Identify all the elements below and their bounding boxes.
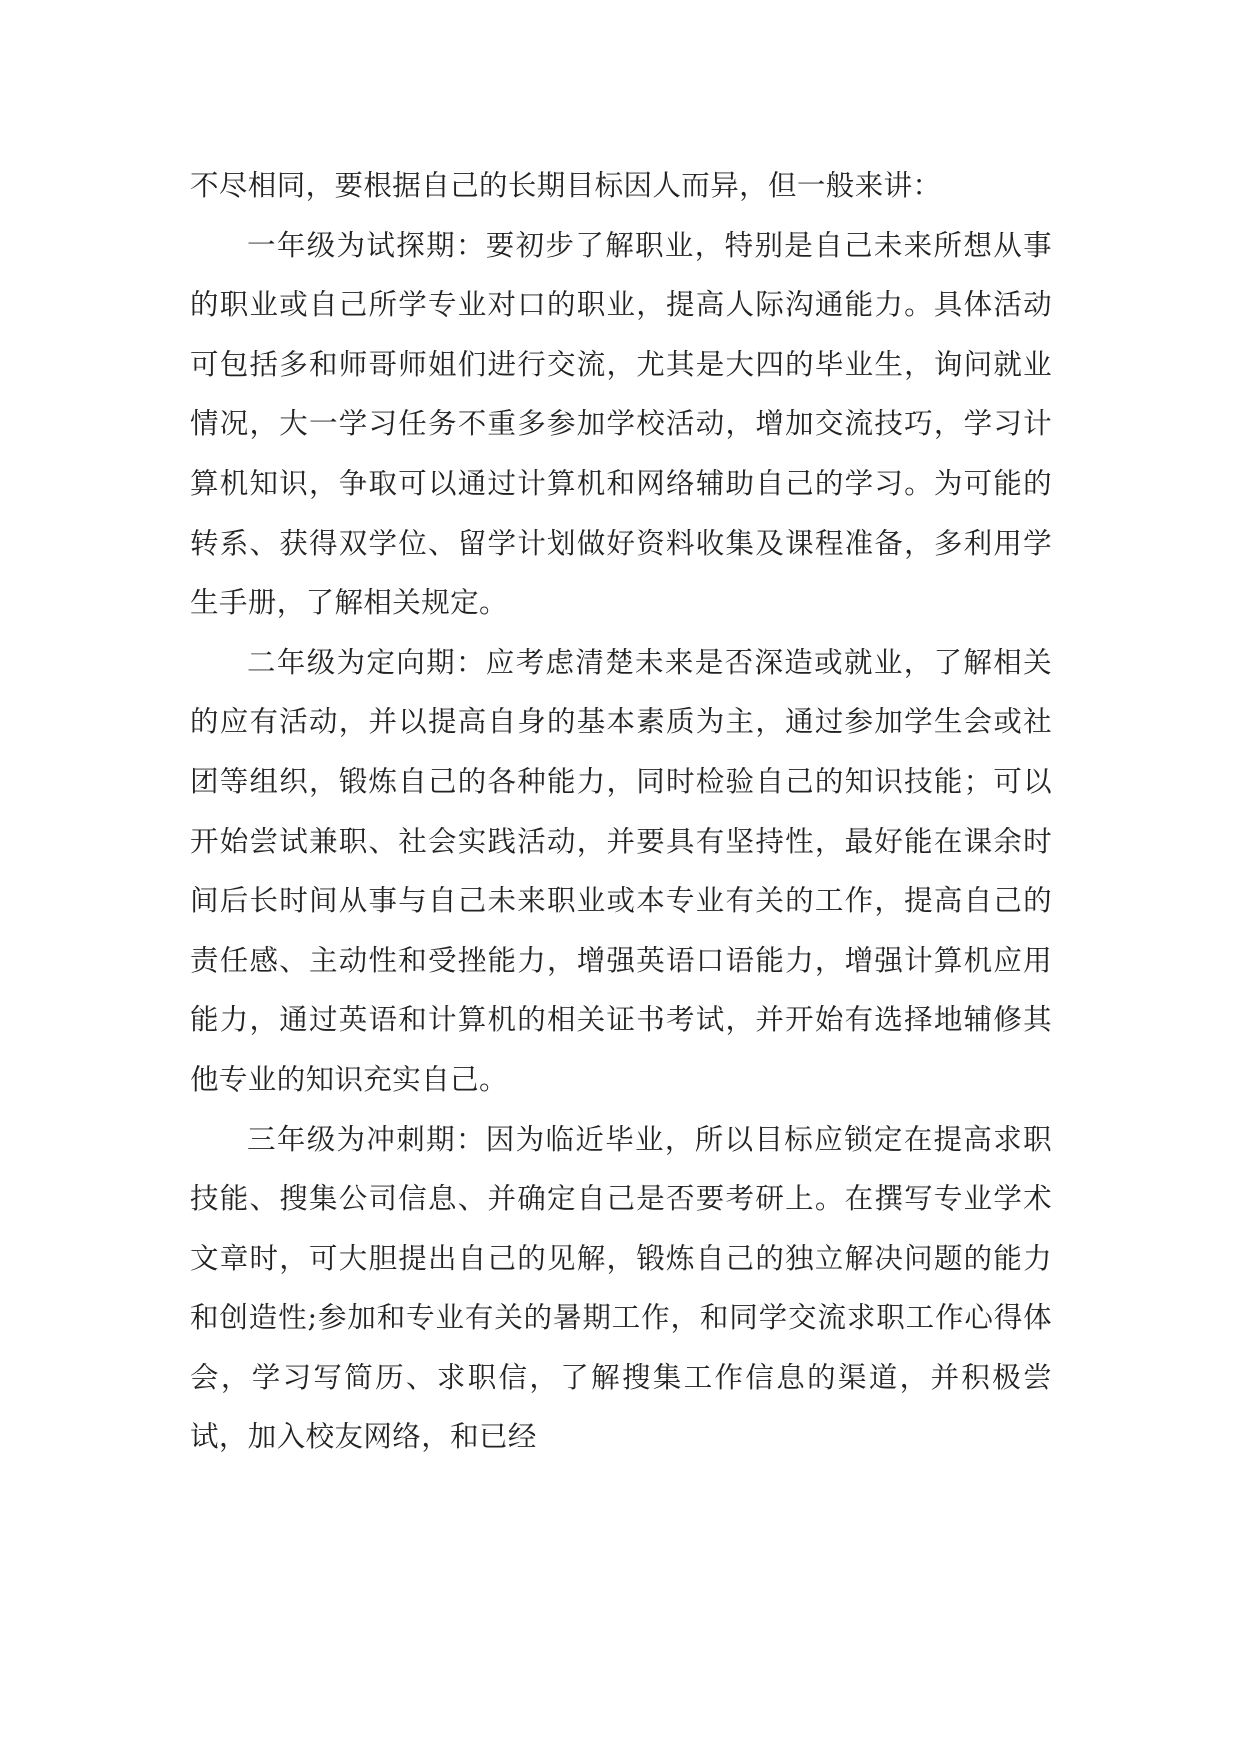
paragraph-second-year: 二年级为定向期：应考虑清楚未来是否深造或就业，了解相关的应有活动，并以提高自身的基本素质为主，通过参加学生会或社团等组织，锻炼自己的各种能力，同时检验自己的知识技能；可以开始尝试兼职、社会实践活动，并要具有坚持性，最好能在课余时间后长时间从事与自己未来职业或本专业有关的工作，提高自己的责任感、主动性和受挫能力，增强英语口语能力，增强计算机应用能力，通过英语和计算机的相关证书考试，并开始有选择地辅修其他专业的知识充实自己。 — [190, 645, 1052, 1096]
paragraph-continuation: 不尽相同，要根据自己的长期目标因人而异，但一般来讲： — [190, 169, 942, 202]
document-body — [190, 156, 1052, 1467]
paragraph-first-year: 一年级为试探期：要初步了解职业，特别是自己未来所想从事的职业或自己所学专业对口的职业，提高人际沟通能力。具体活动可包括多和师哥师姐们进行交流，尤其是大四的毕业生，询问就业情况，大一学习任务不重多参加学校活动，增加交流技巧，学习计算机知识，争取可以通过计算机和网络辅助自己的学习。为可能的转系、获得双学位、留学计划做好资料收集及课程准备，多利用学生手册，了解相关规定。 — [190, 228, 1052, 620]
paragraph-third-year: 三年级为冲刺期：因为临近毕业，所以目标应锁定在提高求职技能、搜集公司信息、并确定自己是否要考研上。在撰写专业学术文章时，可大胆提出自己的见解，锻炼自己的独立解决问题的能力和创造性;参加和专业有关的暑期工作，和同学交流求职工作心得体会，学习写简历、求职信，了解搜集工作信息的渠道，并积极尝试，加入校友网络，和已经 — [190, 1122, 1052, 1454]
